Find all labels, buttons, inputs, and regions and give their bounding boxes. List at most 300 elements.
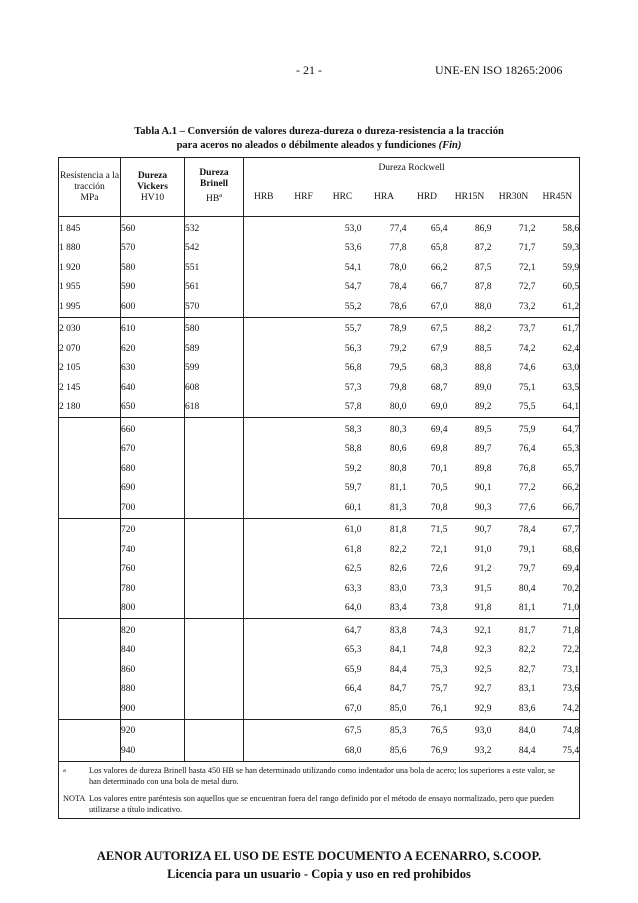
cell-hrc: 65,3 (344, 645, 362, 656)
page-number: - 21 - (296, 63, 322, 77)
cell-hr15n: 90,1 (474, 483, 492, 494)
cell-hrc: 59,7 (344, 483, 362, 494)
cell-hr30n: 73,7 (492, 317, 536, 339)
cell-hr45n: 71,0 (536, 599, 580, 619)
cell-hr45n: 67,7 (536, 518, 580, 540)
cell-hr30n: 82,7 (518, 664, 536, 675)
cell-hr30n: 82,2 (518, 645, 536, 656)
cell-resistencia (59, 660, 121, 680)
license-line-1: AENOR AUTORIZA EL USO DE ESTE DOCUMENTO A ECENARRO, S.COOP. (96, 849, 542, 863)
cell-hb (185, 540, 244, 560)
cell-hb (185, 599, 244, 619)
cell-hrf (284, 560, 324, 580)
cell-hrc: 61,0 (324, 518, 362, 540)
cell-hrc: 57,3 (344, 382, 362, 393)
cell-hb: 589 (185, 339, 244, 359)
cell-hb: 580 (185, 317, 244, 339)
cell-hrb (244, 498, 284, 518)
col-header-resistencia-l1: Resistencia a la (59, 170, 120, 181)
cell-hr15n: 91,8 (474, 603, 492, 614)
cell-hr30n: 73,2 (518, 301, 536, 312)
cell-hrf (284, 418, 324, 440)
cell-hr45n: 58,6 (536, 217, 580, 239)
cell-resistencia: 2 180 (59, 398, 121, 418)
cell-hr45n: 64,1 (536, 398, 580, 418)
cell-hrb (244, 641, 284, 661)
cell-hv10: 780 (121, 579, 185, 599)
cell-hv10: 700 (121, 498, 185, 518)
cell-hr45n: 70,2 (536, 579, 580, 599)
cell-hrb (244, 599, 284, 619)
cell-hrb (244, 239, 284, 259)
caption-fin: (Fin) (438, 140, 462, 151)
cell-hr15n: 88,5 (474, 343, 492, 354)
cell-hrf (284, 217, 324, 239)
cell-hra: 85,3 (362, 719, 407, 741)
cell-hrf (284, 518, 324, 540)
table-row (59, 258, 580, 278)
table-body (59, 217, 580, 762)
table-row (59, 297, 580, 317)
table-row (59, 459, 580, 479)
cell-hrd: 65,4 (430, 223, 448, 234)
col-header-brinell-l3 (185, 190, 243, 205)
cell-resistencia: 2 030 (59, 317, 121, 339)
cell-hr45n: 73,1 (536, 660, 580, 680)
cell-hr45n: 69,4 (536, 560, 580, 580)
cell-hr30n: 75,1 (518, 382, 536, 393)
cell-hra: 80,8 (389, 463, 407, 474)
cell-hr15n: 89,7 (474, 444, 492, 455)
col-header-hra: HRA (362, 178, 407, 217)
cell-hrc: 54,1 (344, 262, 362, 273)
cell-hv10: 800 (121, 599, 185, 619)
cell-hr30n: 78,4 (492, 518, 536, 540)
cell-hb: 532 (185, 217, 244, 239)
col-header-vickers (121, 158, 185, 217)
cell-hr30n: 83,6 (518, 703, 536, 714)
table-row (59, 699, 580, 719)
cell-hrb (244, 359, 284, 379)
cell-hra: 78,6 (389, 301, 407, 312)
table-row (59, 418, 580, 440)
cell-hr45n: 63,0 (536, 359, 580, 379)
cell-hb: 618 (185, 398, 244, 418)
cell-hrd: 67,5 (407, 317, 448, 339)
cell-hr30n: 81,7 (492, 619, 536, 641)
cell-hrc: 54,7 (344, 282, 362, 293)
cell-hr15n: 91,0 (474, 544, 492, 555)
footnote-a-label (63, 765, 89, 779)
cell-hr30n: 75,5 (518, 402, 536, 413)
col-header-vickers-l3: HV10 (140, 192, 165, 203)
cell-hra: 77,4 (389, 223, 407, 234)
col-header-vickers-l2: Vickers (137, 181, 168, 192)
cell-hrc: 58,8 (344, 444, 362, 455)
col-header-resistencia (59, 158, 121, 217)
cell-hrd: 76,9 (430, 745, 448, 756)
cell-hr45n: 71,8 (536, 619, 580, 641)
col-header-hrd: HRD (407, 178, 448, 217)
cell-hrb (244, 378, 284, 398)
cell-hra: 81,1 (389, 483, 407, 494)
cell-hrd: 68,3 (430, 363, 448, 374)
cell-hv10: 860 (121, 660, 185, 680)
col-header-resistencia-l2: tracción (74, 181, 105, 192)
cell-hv10: 580 (121, 258, 185, 278)
cell-hrd: 73,3 (430, 583, 448, 594)
cell-hv10: 590 (121, 278, 185, 298)
cell-hr30n: 83,1 (518, 684, 536, 695)
cell-hrc: 53,0 (344, 223, 362, 234)
col-header-brinell (185, 158, 244, 217)
cell-hrb (244, 217, 284, 239)
cell-hra: 82,6 (389, 564, 407, 575)
cell-hr30n: 76,8 (518, 463, 536, 474)
cell-hra: 83,4 (389, 603, 407, 614)
col-header-brinell-sup: a (219, 192, 223, 200)
cell-hrb (244, 459, 284, 479)
cell-hra: 78,0 (389, 262, 407, 273)
cell-hr45n: 59,9 (536, 258, 580, 278)
cell-hrf (284, 258, 324, 278)
cell-hr15n: 92,9 (474, 703, 492, 714)
cell-hr15n: 93,0 (448, 719, 492, 741)
cell-hv10: 600 (121, 297, 185, 317)
cell-hr15n: 90,7 (448, 518, 492, 540)
cell-hrd: 65,8 (430, 243, 448, 254)
cell-hrb (244, 479, 284, 499)
cell-hrc: 67,0 (344, 703, 362, 714)
footnote-a (59, 761, 580, 790)
col-header-brinell-unit: HB (205, 194, 220, 205)
table-row (59, 479, 580, 499)
cell-hv10: 900 (121, 699, 185, 719)
cell-hrd: 70,8 (430, 502, 448, 513)
col-header-hr45n: HR45N (536, 178, 580, 217)
table-row (59, 498, 580, 518)
cell-resistencia: 1 880 (59, 239, 121, 259)
cell-hrf (284, 459, 324, 479)
cell-resistencia: 1 845 (59, 217, 121, 239)
cell-hr45n: 66,7 (536, 498, 580, 518)
cell-hb (185, 479, 244, 499)
cell-hr15n: 89,5 (448, 418, 492, 440)
license-notice (40, 847, 598, 883)
cell-resistencia (59, 699, 121, 719)
cell-hb: 542 (185, 239, 244, 259)
cell-hr15n: 92,3 (474, 645, 492, 656)
table-row (59, 579, 580, 599)
cell-resistencia (59, 741, 121, 761)
cell-hra: 84,1 (389, 645, 407, 656)
cell-hb (185, 741, 244, 761)
cell-hra: 79,5 (389, 363, 407, 374)
cell-hb (185, 699, 244, 719)
cell-hr15n: 89,2 (474, 402, 492, 413)
cell-hrf (284, 641, 324, 661)
table-footnotes (59, 761, 580, 818)
cell-hv10: 660 (121, 418, 185, 440)
caption-line-2 (60, 139, 578, 153)
cell-hrd: 75,7 (430, 684, 448, 695)
cell-hr15n: 88,0 (474, 301, 492, 312)
table-row (59, 339, 580, 359)
cell-hrd: 68,7 (430, 382, 448, 393)
cell-hrd: 67,9 (430, 343, 448, 354)
license-line-2: Licencia para un usuario - Copia y uso en red prohibidos (167, 867, 471, 881)
cell-hr45n: 72,2 (536, 641, 580, 661)
cell-hr30n: 81,1 (518, 603, 536, 614)
cell-hrf (284, 619, 324, 641)
cell-hrf (284, 339, 324, 359)
cell-resistencia (59, 579, 121, 599)
table-row (59, 719, 580, 741)
table-row (59, 440, 580, 460)
cell-hrc: 67,5 (324, 719, 362, 741)
table-row (59, 680, 580, 700)
cell-hr30n: 84,4 (518, 745, 536, 756)
cell-hr15n: 88,8 (474, 363, 492, 374)
cell-hrd: 67,0 (430, 301, 448, 312)
caption-line-1: Tabla A.1 – Conversión de valores dureza-dureza o dureza-resistencia a la tracción (134, 126, 504, 137)
cell-hb (185, 418, 244, 440)
footnote-nota-label: NOTA (63, 793, 86, 803)
cell-hrc: 60,1 (344, 502, 362, 513)
cell-hrf (284, 719, 324, 741)
cell-hr15n: 87,2 (474, 243, 492, 254)
cell-hrd: 69,0 (430, 402, 448, 413)
cell-hrd: 70,1 (430, 463, 448, 474)
cell-hr30n: 74,6 (518, 363, 536, 374)
cell-hrf (284, 741, 324, 761)
caption-line-2-text: para aceros no aleados o débilmente aleados y fundiciones (176, 140, 436, 151)
cell-hr45n: 60,5 (536, 278, 580, 298)
cell-hrb (244, 278, 284, 298)
cell-hr15n: 89,0 (474, 382, 492, 393)
cell-hv10: 620 (121, 339, 185, 359)
cell-hb: 570 (185, 297, 244, 317)
cell-hb (185, 579, 244, 599)
cell-hb (185, 619, 244, 641)
col-header-vickers-l1: Dureza (137, 170, 168, 181)
cell-hrd: 74,3 (407, 619, 448, 641)
col-header-brinell-l1: Dureza (199, 168, 229, 179)
standard-code: UNE-EN ISO 18265:2006 (435, 63, 563, 77)
table-row (59, 317, 580, 339)
table-row (59, 278, 580, 298)
cell-hrc: 64,7 (324, 619, 362, 641)
cell-hrc: 57,8 (344, 402, 362, 413)
cell-hrb (244, 258, 284, 278)
cell-hv10: 760 (121, 560, 185, 580)
cell-hr45n: 65,7 (536, 459, 580, 479)
cell-resistencia (59, 619, 121, 641)
cell-hb (185, 459, 244, 479)
cell-hrf (284, 660, 324, 680)
cell-hrb (244, 518, 284, 540)
cell-resistencia (59, 560, 121, 580)
cell-hr45n: 64,7 (536, 418, 580, 440)
cell-hv10: 880 (121, 680, 185, 700)
footnote-a-mark: a (63, 766, 66, 774)
cell-hv10: 920 (121, 719, 185, 741)
cell-hb (185, 498, 244, 518)
cell-hra: 80,3 (362, 418, 407, 440)
cell-hr15n: 91,5 (474, 583, 492, 594)
cell-hr30n: 80,4 (518, 583, 536, 594)
cell-hr30n: 79,7 (518, 564, 536, 575)
cell-hrb (244, 418, 284, 440)
cell-hb (185, 560, 244, 580)
cell-hr45n: 74,2 (536, 699, 580, 719)
cell-hrd: 71,5 (407, 518, 448, 540)
cell-resistencia (59, 459, 121, 479)
cell-hr15n: 87,5 (474, 262, 492, 273)
cell-hrd: 69,4 (407, 418, 448, 440)
cell-hv10: 740 (121, 540, 185, 560)
table-row (59, 540, 580, 560)
col-header-hr30n: HR30N (492, 178, 536, 217)
cell-hrf (284, 398, 324, 418)
cell-hra: 81,8 (362, 518, 407, 540)
cell-hrc: 68,0 (344, 745, 362, 756)
cell-hrc: 58,3 (324, 418, 362, 440)
cell-hra: 84,4 (389, 664, 407, 675)
cell-hra: 80,0 (389, 402, 407, 413)
cell-hrb (244, 560, 284, 580)
cell-hrd: 66,7 (430, 282, 448, 293)
cell-hr15n: 88,2 (448, 317, 492, 339)
cell-hrb (244, 719, 284, 741)
cell-hrb (244, 680, 284, 700)
cell-hrd: 74,8 (430, 645, 448, 656)
cell-hrd: 72,6 (430, 564, 448, 575)
cell-hv10: 680 (121, 459, 185, 479)
footnote-a-text: Los valores de dureza Brinell hasta 450 HB se han determinado utilizando como indentador una bola de acero; los superiores a este valor, se han determinado con una bola de metal duro. (89, 765, 555, 786)
table-row (59, 217, 580, 239)
table-row (59, 239, 580, 259)
table-row (59, 619, 580, 641)
cell-hrf (284, 699, 324, 719)
cell-hr45n: 75,4 (536, 741, 580, 761)
cell-resistencia: 1 955 (59, 278, 121, 298)
table-row (59, 518, 580, 540)
cell-hrb (244, 741, 284, 761)
cell-resistencia (59, 479, 121, 499)
cell-hv10: 650 (121, 398, 185, 418)
col-header-hrc: HRC (324, 178, 362, 217)
cell-hrc: 56,8 (344, 363, 362, 374)
cell-hr30n: 72,7 (518, 282, 536, 293)
cell-hr45n: 68,6 (536, 540, 580, 560)
cell-hv10: 820 (121, 619, 185, 641)
cell-hv10: 570 (121, 239, 185, 259)
col-header-hrf: HRF (284, 178, 324, 217)
cell-hb (185, 719, 244, 741)
cell-hra: 82,2 (389, 544, 407, 555)
cell-hrf (284, 479, 324, 499)
cell-hrd: 76,1 (430, 703, 448, 714)
cell-resistencia: 2 070 (59, 339, 121, 359)
col-header-resistencia-l3: MPa (80, 192, 99, 203)
cell-hr45n: 66,2 (536, 479, 580, 499)
col-header-rockwell-group: Dureza Rockwell (244, 158, 580, 179)
cell-hrf (284, 599, 324, 619)
cell-hra: 78,9 (362, 317, 407, 339)
cell-hrf (284, 239, 324, 259)
cell-hr45n: 65,3 (536, 440, 580, 460)
cell-resistencia: 2 105 (59, 359, 121, 379)
cell-hr30n: 77,6 (518, 502, 536, 513)
cell-hrf (284, 540, 324, 560)
cell-resistencia (59, 719, 121, 741)
cell-hv10: 940 (121, 741, 185, 761)
cell-hr30n: 74,2 (518, 343, 536, 354)
footnote-nota (59, 790, 580, 819)
cell-hr15n: 92,7 (474, 684, 492, 695)
cell-resistencia: 2 145 (59, 378, 121, 398)
cell-hrc: 56,3 (344, 343, 362, 354)
cell-hb: 561 (185, 278, 244, 298)
cell-hr30n: 79,1 (518, 544, 536, 555)
cell-resistencia (59, 540, 121, 560)
cell-hv10: 560 (121, 217, 185, 239)
cell-hr30n: 72,1 (518, 262, 536, 273)
cell-hrb (244, 339, 284, 359)
table-caption (60, 125, 578, 153)
cell-hrb (244, 297, 284, 317)
cell-hrb (244, 317, 284, 339)
cell-hv10: 630 (121, 359, 185, 379)
cell-hra: 77,8 (389, 243, 407, 254)
cell-hrd: 70,5 (430, 483, 448, 494)
cell-hrf (284, 579, 324, 599)
cell-hra: 83,0 (389, 583, 407, 594)
cell-hrd: 69,8 (430, 444, 448, 455)
cell-hb (185, 680, 244, 700)
cell-hb: 608 (185, 378, 244, 398)
cell-hrf (284, 498, 324, 518)
cell-hr15n: 91,2 (474, 564, 492, 575)
cell-hrd: 72,1 (430, 544, 448, 555)
cell-hra: 85,6 (389, 745, 407, 756)
cell-hrc: 64,0 (344, 603, 362, 614)
cell-hr15n: 90,3 (474, 502, 492, 513)
cell-hrd: 75,3 (430, 664, 448, 675)
cell-hv10: 690 (121, 479, 185, 499)
cell-hrb (244, 579, 284, 599)
cell-resistencia (59, 641, 121, 661)
cell-hrc: 65,9 (344, 664, 362, 675)
cell-resistencia: 1 920 (59, 258, 121, 278)
cell-hra: 85,0 (389, 703, 407, 714)
cell-hrf (284, 680, 324, 700)
cell-hra: 79,2 (389, 343, 407, 354)
cell-hr45n: 61,7 (536, 317, 580, 339)
cell-hr15n: 93,2 (474, 745, 492, 756)
cell-hb (185, 518, 244, 540)
cell-hr30n: 84,0 (492, 719, 536, 741)
cell-resistencia (59, 518, 121, 540)
cell-hr45n: 61,2 (536, 297, 580, 317)
cell-resistencia (59, 418, 121, 440)
footnote-nota-text: Los valores entre paréntesis son aquellos que se encuentran fuera del rango definido por el método de ensayo normalizado, pero que pueden utilizarse a título indicativo. (89, 793, 554, 814)
col-header-brinell-l2: Brinell (200, 179, 228, 190)
cell-resistencia (59, 680, 121, 700)
cell-hrf (284, 297, 324, 317)
cell-hb: 551 (185, 258, 244, 278)
